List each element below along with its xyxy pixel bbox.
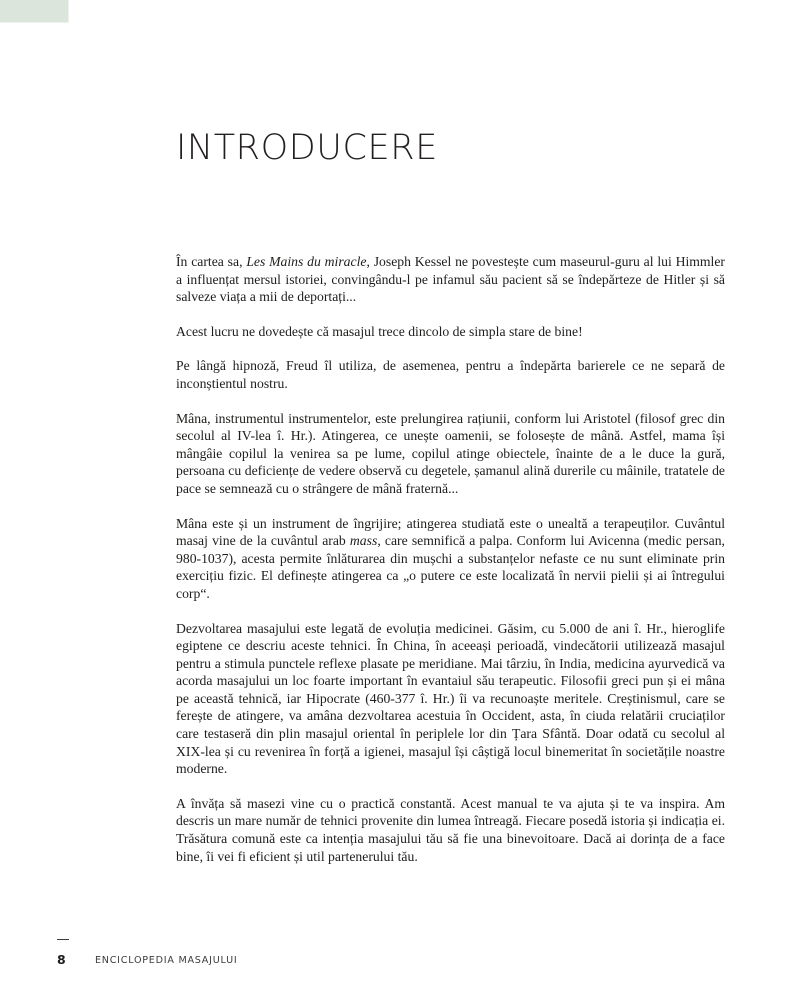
paragraph: Mâna, instrumentul instrumentelor, este prelungirea rațiunii, conform lui Aristotel (filosof grec din secolul al IV-lea î. Hr.). Atingerea, ce unește oamenii, se folosește de mână. Astfel, mama își mângâie copilul la venirea sa pe lume, copilul atinge obiectele, înainte de a le duce la gură, persoana cu deficiențe de vedere observă cu degetele, șamanul alină durerile cu mâinile, tratatele de pace se semnează cu o strângere de mână fraternă...	[176, 410, 725, 496]
paragraph: Acest lucru ne dovedește că masajul trece dincolo de simpla stare de bine!	[176, 323, 583, 339]
paragraph: Pe lângă hipnoză, Freud îl utiliza, de asemenea, pentru a îndepărta barierele ce ne separă de inconștientul nostru.	[176, 358, 725, 391]
italic-run: mass	[349, 533, 378, 549]
italic-run: Les Mains du miracle	[246, 254, 367, 269]
body-text-column	[176, 253, 725, 865]
paragraph: A învăța să masezi vine cu o practică constantă. Acest manual te va ajuta și te va inspira. Am descris un mare număr de tehnici provenite din lumea întreagă. Fiecare posedă istoria și indicația ei. Trăsătura comună este ca intenția masajului tău să fie una binevoitoare. Dacă ai dorința de a face bine, îi vei fi eficient și util partenerului tău.	[176, 795, 725, 864]
paragraph: Dezvoltarea masajului este legată de evoluția medicinei. Găsim, cu 5.000 de ani î. Hr., hieroglife egiptene ce descriu aceste tehnici. În China, în aceeași perioadă, vindecătorii utilizează masajul pentru a stimula punctele reflexe plasate pe meridiane. Mai târziu, în India, medicina ayurvedică va acorda masajului un loc foarte important în evantaiul său terapeutic. Filosofii greci pun și ei mâna pe această tehnică, iar Hipocrate (460-377 î. Hr.) îi va recunoaște meritele. Creștinismul, care se ferește de atingere, va amâna dezvoltarea acestuia în Occident, asta, în ciuda relatării cruciaților care testaseră din plin masajul oriental în periplele lor din Țara Sfântă. Doar odată cu secolul al XIX-lea și cu revenirea în forță a igienei, masajul își câștigă locul binemeritat în societățile noastre moderne.	[176, 620, 725, 777]
page-title: INTRODUCERE	[176, 128, 438, 169]
paragraph: În cartea sa, Les Mains du miracle, Joseph Kessel ne povestește cum maseurul-guru al lui Himmler a influențat mersul istoriei, convingându-l pe infamul său pacient să se îndepărteze de Hitler și să salveze viața a mii de deportați...	[176, 254, 725, 305]
corner-accent-bar	[0, 0, 69, 23]
paragraph: Mâna este și un instrument de îngrijire; atingerea studiată este o unealtă a terapeuților. Cuvântul masaj vine de la cuvântul arab mass, care semnifică a palpa. Conform lui Avicenna (medic persan, 980-1037), acesta permite înlăturarea din mușchi a substanțelor nefaste ce nu sunt eliminate prin exercițiu fizic. El definește atingerea ca „o putere ce este localizată în nervii pielii și ai întregului corp“.	[176, 515, 725, 601]
book-title-footer: ENCICLOPEDIA MASAJULUI	[95, 955, 238, 967]
footer-rule	[57, 939, 69, 940]
page-number: 8	[57, 951, 66, 967]
page-footer	[57, 951, 238, 967]
